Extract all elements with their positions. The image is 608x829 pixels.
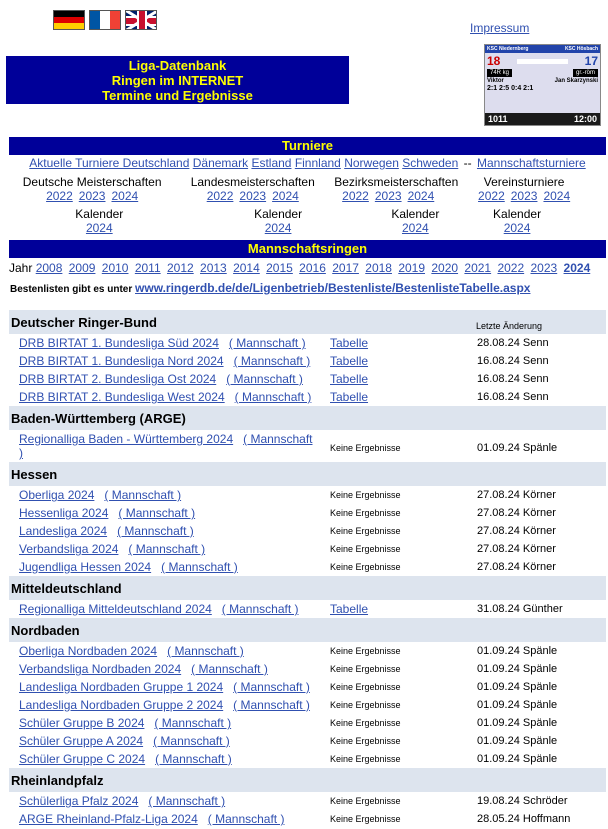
team-link[interactable]: ( Mannschaft ) xyxy=(233,354,311,368)
league-cell xyxy=(19,560,238,574)
league-link[interactable]: Jugendliga Hessen 2024 xyxy=(19,560,152,574)
league-link[interactable]: Landesliga Nordbaden Gruppe 1 2024 xyxy=(19,680,224,694)
table-row xyxy=(9,504,606,522)
team-link[interactable]: ( Mannschaft ) xyxy=(234,390,312,404)
scoreboard-wrestler-right: Jan Skarzynski xyxy=(554,78,598,84)
season-year-link[interactable]: 2015 xyxy=(266,261,293,275)
no-results-label: Keine Ergebnisse xyxy=(330,544,401,554)
season-year-link[interactable]: 2013 xyxy=(200,261,227,275)
no-results-label: Keine Ergebnisse xyxy=(330,664,401,674)
year-link[interactable]: 2023 xyxy=(78,189,106,203)
scoreboard-weight: 74R kg xyxy=(487,69,512,77)
league-link[interactable]: Oberliga Nordbaden 2024 xyxy=(19,644,158,658)
table-row xyxy=(9,600,606,618)
no-results-label: Keine Ergebnisse xyxy=(330,490,401,500)
league-link[interactable]: Landesliga 2024 xyxy=(19,524,108,538)
year-link[interactable]: 2024 xyxy=(111,189,139,203)
table-row xyxy=(9,696,606,714)
scoreboard-style: gr.-röm xyxy=(573,69,598,77)
tournament-link-de[interactable]: Aktuelle Turniere Deutschland xyxy=(29,156,190,170)
table-row xyxy=(9,540,606,558)
turniere-header: Turniere xyxy=(9,137,606,155)
season-year-link[interactable]: 2024 xyxy=(563,261,591,275)
table-row xyxy=(9,792,606,810)
last-change-date: 01.09.24 Spänle xyxy=(477,645,558,657)
last-change-date: 27.08.24 Körner xyxy=(477,561,556,573)
no-results-label: Keine Ergebnisse xyxy=(330,526,401,536)
league-cell xyxy=(19,680,310,694)
league-link[interactable]: Landesliga Nordbaden Gruppe 2 2024 xyxy=(19,698,224,712)
league-link[interactable]: Schüler Gruppe B 2024 xyxy=(19,716,145,730)
league-cell xyxy=(19,390,311,404)
no-results-label: Keine Ergebnisse xyxy=(330,508,401,518)
last-change-date: 31.08.24 Günther xyxy=(477,603,563,615)
league-cell xyxy=(19,542,205,556)
team-link[interactable]: ( Mannschaft ) xyxy=(191,662,268,676)
league-link[interactable]: Verbandsliga Nordbaden 2024 xyxy=(19,662,182,676)
league-link[interactable]: DRB BIRTAT 2. Bundesliga Ost 2024 xyxy=(19,372,217,386)
league-link[interactable]: Hessenliga 2024 xyxy=(19,506,109,520)
team-link[interactable]: ( Mannschaft ) xyxy=(233,680,310,694)
league-cell xyxy=(19,432,319,460)
team-link[interactable]: ( Mannschaft ) xyxy=(167,644,244,658)
section-name: Mitteldeutschland xyxy=(11,580,122,596)
table-row xyxy=(9,732,606,750)
year-link[interactable]: 2024 xyxy=(272,189,299,203)
table-row xyxy=(9,486,606,504)
scoreboard-bottom-left: 1011 xyxy=(488,114,508,124)
calendar-link[interactable]: 2024 xyxy=(85,221,113,235)
section-header xyxy=(9,310,606,334)
section-header xyxy=(9,618,606,642)
scoreboard-wrestler-left: Viktor xyxy=(487,78,504,84)
league-link[interactable]: DRB BIRTAT 2. Bundesliga West 2024 xyxy=(19,390,225,404)
last-change-date: 01.09.24 Spänle xyxy=(477,663,558,675)
last-change-date: 01.09.24 Spänle xyxy=(477,753,558,765)
banner-line-1: Liga-Datenbank xyxy=(128,58,227,73)
team-link[interactable]: ( Mannschaft ) xyxy=(104,488,182,502)
year-link[interactable]: 2023 xyxy=(510,189,538,203)
team-link[interactable]: ( Mannschaft ) xyxy=(161,560,238,574)
section-name: Rheinlandpfalz xyxy=(11,772,104,788)
table-row xyxy=(9,714,606,732)
league-table xyxy=(9,310,606,828)
last-change-date: 27.08.24 Körner xyxy=(477,489,556,501)
last-change-date: 28.08.24 Senn xyxy=(477,337,549,349)
tournament-link-fi[interactable]: Finnland xyxy=(294,156,341,170)
year-link[interactable]: 2023 xyxy=(239,189,267,203)
tournament-link-dk[interactable]: Dänemark xyxy=(192,156,249,170)
year-link[interactable]: 2024 xyxy=(407,189,435,203)
league-link[interactable]: DRB BIRTAT 1. Bundesliga Nord 2024 xyxy=(19,354,224,368)
category-vereins xyxy=(442,175,606,203)
standings-link[interactable]: Tabelle xyxy=(330,372,369,386)
tournament-link-ee[interactable]: Estland xyxy=(251,156,292,170)
team-tournament-link[interactable]: Mannschaftsturniere xyxy=(476,156,586,170)
season-year-link[interactable]: 2011 xyxy=(134,261,161,275)
year-link[interactable]: 2022 xyxy=(478,189,505,203)
season-year-link[interactable]: 2021 xyxy=(464,261,492,275)
table-row xyxy=(9,750,606,768)
scoreboard-score-left: 18 xyxy=(487,54,501,68)
last-change-date: 27.08.24 Körner xyxy=(477,525,556,537)
scoreboard-team-left: KSC Niedernberg xyxy=(487,46,529,52)
calendar-label: Kalender xyxy=(75,207,124,221)
season-year-link[interactable]: 2012 xyxy=(166,261,194,275)
table-row xyxy=(9,370,606,388)
league-link[interactable]: Regionalliga Baden - Württemberg 2024 xyxy=(19,432,234,446)
league-link[interactable]: Regionalliga Mitteldeutschland 2024 xyxy=(19,602,212,616)
table-row xyxy=(9,642,606,660)
last-change-date: 01.09.24 Spänle xyxy=(477,699,558,711)
season-year-link[interactable]: 2020 xyxy=(431,261,459,275)
calendar-label: Kalender xyxy=(391,207,440,221)
standings-link[interactable]: Tabelle xyxy=(330,336,369,350)
table-row xyxy=(9,810,606,828)
no-results-label: Keine Ergebnisse xyxy=(330,562,401,572)
season-year-link[interactable]: 2022 xyxy=(497,261,525,275)
impressum-link[interactable]: Impressum xyxy=(470,21,530,35)
mannschaftsringen-header: Mannschaftsringen xyxy=(9,240,606,258)
table-row xyxy=(9,522,606,540)
year-label: Jahr xyxy=(9,261,33,275)
table-row xyxy=(9,352,606,370)
section-header xyxy=(9,462,606,486)
bestenliste-text: Bestenlisten gibt es unter xyxy=(10,284,133,295)
team-link[interactable]: ( Mannschaft ) xyxy=(155,752,232,766)
team-link[interactable]: ( Mannschaft ) xyxy=(153,734,230,748)
table-row xyxy=(9,678,606,696)
banner-line-2: Ringen im INTERNET xyxy=(111,73,244,88)
bestenliste-link[interactable]: www.ringerdb.de/de/Ligenbetrieb/Bestenliste/BestenlisteTabelle.aspx xyxy=(135,281,531,295)
section-name: Nordbaden xyxy=(11,622,80,638)
german-flag-icon[interactable] xyxy=(53,10,85,30)
team-link[interactable]: ( Mannschaft ) xyxy=(19,432,313,460)
separator: -- xyxy=(463,156,472,170)
language-flags xyxy=(53,10,157,30)
no-results-label: Keine Ergebnisse xyxy=(330,754,401,764)
scoreboard-team-right: KSC Hösbach xyxy=(564,46,598,52)
league-cell xyxy=(19,506,195,520)
year-link[interactable]: 2024 xyxy=(543,189,571,203)
league-cell xyxy=(19,488,181,502)
site-banner xyxy=(6,56,349,104)
league-cell xyxy=(19,524,194,538)
calendar-link[interactable]: 2024 xyxy=(503,221,531,235)
league-cell xyxy=(19,794,225,808)
league-cell xyxy=(19,716,231,730)
standings-link[interactable]: Tabelle xyxy=(330,354,369,368)
no-results-label: Keine Ergebnisse xyxy=(330,700,401,710)
championship-categories xyxy=(9,175,606,203)
league-cell xyxy=(19,662,268,676)
season-year-links xyxy=(9,261,606,275)
league-cell xyxy=(19,734,230,748)
category-title: Bezirksmeisterschaften xyxy=(334,175,459,189)
british-flag-icon[interactable] xyxy=(125,10,157,30)
league-cell xyxy=(19,698,310,712)
tournament-country-links xyxy=(9,156,606,170)
league-cell xyxy=(19,354,310,368)
tournament-link-se[interactable]: Schweden xyxy=(402,156,459,170)
no-results-label: Keine Ergebnisse xyxy=(330,443,401,453)
last-change-date: 27.08.24 Körner xyxy=(477,543,556,555)
last-change-date: 27.08.24 Körner xyxy=(477,507,556,519)
scoreboard-clock: 12:00 xyxy=(573,114,597,124)
calendar-row xyxy=(9,207,606,235)
french-flag-icon[interactable] xyxy=(89,10,121,30)
section-name: Baden-Württemberg (ARGE) xyxy=(11,410,186,426)
table-row xyxy=(9,558,606,576)
standings-link[interactable]: Tabelle xyxy=(330,602,369,616)
season-year-link[interactable]: 2018 xyxy=(365,261,392,275)
no-results-label: Keine Ergebnisse xyxy=(330,682,401,692)
banner-line-3: Termine und Ergebnisse xyxy=(102,88,253,103)
league-link[interactable]: Oberliga 2024 xyxy=(19,488,95,502)
scoreboard-partial: 2:1 2:5 0:4 2:1 xyxy=(487,85,534,92)
league-cell xyxy=(19,644,244,658)
season-year-link[interactable]: 2019 xyxy=(398,261,426,275)
category-title: Landesmeisterschaften xyxy=(190,175,315,189)
team-link[interactable]: ( Mannschaft ) xyxy=(221,602,299,616)
section-name: Hessen xyxy=(11,466,58,482)
year-link[interactable]: 2022 xyxy=(46,189,73,203)
last-change-date: 16.08.24 Senn xyxy=(477,391,549,403)
calendar-link[interactable]: 2024 xyxy=(401,221,429,235)
section-header xyxy=(9,768,606,792)
team-link[interactable]: ( Mannschaft ) xyxy=(128,542,206,556)
standings-link[interactable]: Tabelle xyxy=(330,390,369,404)
last-change-date: 19.08.24 Schröder xyxy=(477,795,568,807)
table-row xyxy=(9,660,606,678)
league-link[interactable]: Verbandsliga 2024 xyxy=(19,542,119,556)
team-link[interactable]: ( Mannschaft ) xyxy=(228,336,306,350)
team-link[interactable]: ( Mannschaft ) xyxy=(117,524,194,538)
category-title: Vereinsturniere xyxy=(483,175,565,189)
last-change-date: 16.08.24 Senn xyxy=(477,373,549,385)
year-link[interactable]: 2022 xyxy=(206,189,234,203)
section-name: Deutscher Ringer-Bund xyxy=(11,314,157,330)
category-bezirks xyxy=(334,175,459,203)
last-change-header: Letzte Änderung xyxy=(476,321,543,331)
season-year-link[interactable]: 2010 xyxy=(101,261,129,275)
league-cell xyxy=(19,602,299,616)
season-year-link[interactable]: 2014 xyxy=(233,261,260,275)
league-cell xyxy=(19,372,303,386)
team-link[interactable]: ( Mannschaft ) xyxy=(148,794,226,808)
no-results-label: Keine Ergebnisse xyxy=(330,796,401,806)
last-change-date: 28.05.24 Hoffmann xyxy=(477,813,571,825)
year-link[interactable]: 2022 xyxy=(342,189,369,203)
last-change-date: 16.08.24 Senn xyxy=(477,355,549,367)
league-link[interactable]: Schüler Gruppe C 2024 xyxy=(19,752,146,766)
last-change-date: 01.09.24 Spänle xyxy=(477,717,558,729)
league-link[interactable]: ARGE Rheinland-Pfalz-Liga 2024 xyxy=(19,812,198,826)
season-year-link[interactable]: 2023 xyxy=(530,261,558,275)
season-year-link[interactable]: 2008 xyxy=(35,261,63,275)
calendar-label: Kalender xyxy=(493,207,542,221)
category-landes xyxy=(171,175,334,203)
table-row xyxy=(9,388,606,406)
team-link[interactable]: ( Mannschaft ) xyxy=(118,506,196,520)
team-link[interactable]: ( Mannschaft ) xyxy=(207,812,285,826)
season-year-link[interactable]: 2009 xyxy=(68,261,96,275)
calendar-link[interactable]: 2024 xyxy=(264,221,292,235)
no-results-label: Keine Ergebnisse xyxy=(330,814,401,824)
no-results-label: Keine Ergebnisse xyxy=(330,646,401,656)
category-deutsche xyxy=(9,175,175,203)
section-header xyxy=(9,576,606,600)
no-results-label: Keine Ergebnisse xyxy=(330,718,401,728)
league-cell xyxy=(19,752,232,766)
league-link[interactable]: DRB BIRTAT 1. Bundesliga Süd 2024 xyxy=(19,336,219,350)
category-title: Deutsche Meisterschaften xyxy=(22,175,162,189)
team-link[interactable]: ( Mannschaft ) xyxy=(226,372,303,386)
season-year-link[interactable]: 2017 xyxy=(332,261,359,275)
season-year-link[interactable]: 2016 xyxy=(299,261,326,275)
table-row xyxy=(9,334,606,352)
league-link[interactable]: Schülerliga Pfalz 2024 xyxy=(19,794,139,808)
last-change-date: 01.09.24 Spänle xyxy=(477,735,558,747)
scoreboard-score-right: 17 xyxy=(584,54,598,68)
last-change-date: 01.09.24 Spänle xyxy=(477,442,558,454)
league-cell xyxy=(19,812,284,826)
table-row xyxy=(9,430,606,462)
bestenliste-note xyxy=(10,281,530,295)
team-link[interactable]: ( Mannschaft ) xyxy=(154,716,232,730)
team-link[interactable]: ( Mannschaft ) xyxy=(233,698,310,712)
league-cell xyxy=(19,336,306,350)
no-results-label: Keine Ergebnisse xyxy=(330,736,401,746)
scoreboard-image xyxy=(484,44,601,126)
league-link[interactable]: Schüler Gruppe A 2024 xyxy=(19,734,144,748)
tournament-link-no[interactable]: Norwegen xyxy=(344,156,399,170)
calendar-label: Kalender xyxy=(254,207,303,221)
section-header xyxy=(9,406,606,430)
year-link[interactable]: 2023 xyxy=(374,189,402,203)
last-change-date: 01.09.24 Spänle xyxy=(477,681,558,693)
